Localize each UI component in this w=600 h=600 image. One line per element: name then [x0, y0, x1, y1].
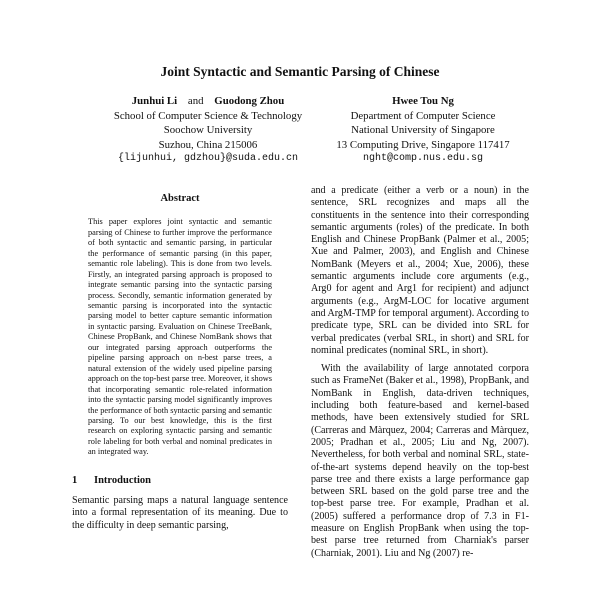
author-names-left [103, 94, 313, 109]
author-name-1: Junhui Li [131, 95, 178, 107]
intro-paragraph-right-1: and a predicate (either a verb or a noun) in the sentence, SRL recognizes and maps all the constituents in the sentence into their corresponding semantic arguments (roles) of the predicate. In both English and Chinese PropBank (Palmer et al., 2005; Xue and Palmer, 2003), and English and Chinese NomBank (Meyers et al., 2004; Xue, 2006), these semantic arguments include core arguments (e.g., Arg0 for agent and Arg1 for recipient) and adjunct arguments (e.g., ArgM-LOC for locative argument and ArgM-TMP for temporal argument). According to predicate type, SRL can be divided into SRL for verbal predicates (verbal SRL, in short) and SRL for nominal predicates (nominal SRL, in short). [311, 185, 529, 356]
section-title: Introduction [94, 474, 151, 486]
institution-left: Soochow University [163, 124, 253, 136]
location-right: 13 Computing Drive, Singapore 117417 [336, 138, 510, 151]
intro-paragraph-left: Semantic parsing maps a natural language sentence into a formal representation of its meaning. Due to the difficulty in deep semantic parsing, [72, 495, 288, 531]
author-name-3: Hwee Tou Ng [392, 95, 454, 107]
right-column [311, 185, 529, 560]
author-column-right [318, 94, 528, 167]
intro-paragraph-right-2: With the availability of large annotated corpora such as FrameNet (Baker et al., 1998), PropBank, and NomBank in English, data-driven techniques, including both feature-based and kernel-based methods, have been extensively studied for SRL (Carreras and Màrquez, 2004; Carreras and Màrquez, 2005; Pradhan et al., 2005; Liu and Ng, 2007). Nevertheless, for both verbal and nominal SRL, state-of-the-art systems depend heavily on the top-best parse tree and there exists a large performance gap between SRL based on the gold parse tree and the top-best parse tree. For example, Pradhan et al. (2005) suffered a performance drop of 7.3 in F1-measure on English PropBank when using the top-best parse tree returned from Charniak's parser (Charniak, 2001). Liu and Ng (2007) re- [311, 363, 529, 559]
section-number: 1 [72, 474, 78, 486]
section-heading [72, 475, 288, 486]
location-left: Suzhou, China 215006 [158, 138, 258, 151]
affiliation-left: School of Computer Science & Technology [113, 109, 303, 122]
email-right: nght@comp.nus.edu.sg [362, 153, 484, 164]
abstract-heading: Abstract [160, 193, 200, 204]
paper-title: Joint Syntactic and Semantic Parsing of Chinese [160, 64, 440, 79]
author-name-2: Guodong Zhou [214, 95, 285, 107]
email-left: {lijunhui, gdzhou}@suda.edu.cn [117, 153, 299, 164]
author-column-left [103, 94, 313, 167]
institution-right: National University of Singapore [351, 124, 495, 136]
affiliation-right: Department of Computer Science [350, 109, 496, 122]
abstract-text: This paper explores joint syntactic and semantic parsing of Chinese to further improve the performance of both syntactic and semantic parsing, in particular the performance of semantic parsing (in this paper, semantic role labeling). This is done from two levels. Firstly, an integrated parsing approach is proposed to integrate semantic parsing into the syntactic parsing process. Secondly, semantic information generated by semantic parsing is incorporated into the syntactic parsing model to better capture semantic information in syntactic parsing. Evaluation on Chinese TreeBank, Chinese PropBank, and Chinese NomBank shows that our integrated parsing approach outperforms the pipeline parsing approach on n-best parse trees, a natural extension of the widely used pipeline parsing approach on the top-best parse tree. Moreover, it shows that incorporating semantic role-related information into the syntactic parsing model significantly improves the performance of both syntactic parsing and semantic parsing. To our best knowledge, this is the first research on exploring syntactic parsing and semantic role labeling for both verbal and nominal predicates in an integrated way. [88, 217, 272, 457]
author-conjunction: and [187, 95, 204, 107]
left-column [72, 185, 288, 532]
